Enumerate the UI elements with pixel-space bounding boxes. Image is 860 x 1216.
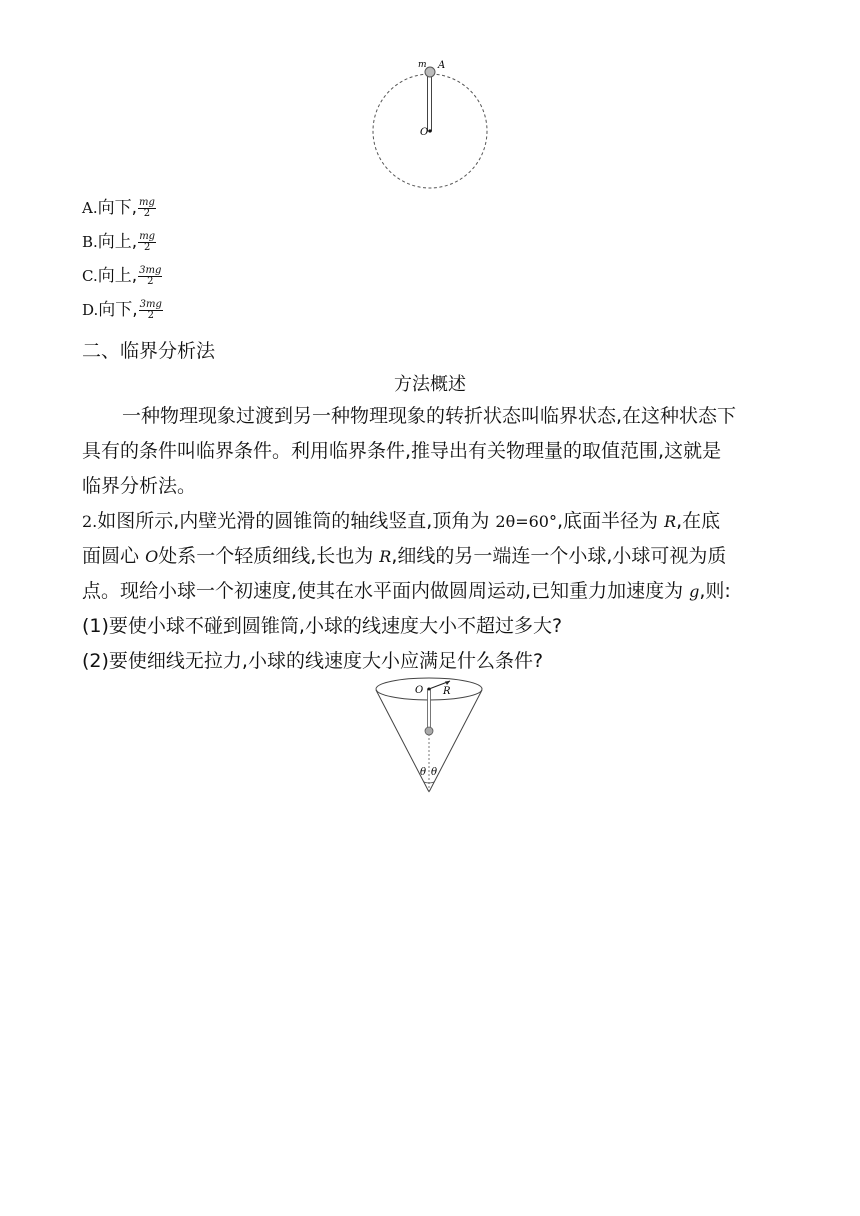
problem-line-2: 面圆心 O处系一个轻质细线,长也为 R,细线的另一端连一个小球,小球可视为质 [82, 545, 727, 567]
option-letter: B. [82, 233, 98, 251]
question-1: (1)要使小球不碰到圆锥筒,小球的线速度大小不超过多大? [82, 615, 563, 637]
option-fraction: $\frac{mg}{2}$ [139, 196, 155, 219]
option-letter: D. [82, 301, 99, 319]
label-theta-right: θ [431, 767, 438, 778]
problem-line-1: 2.如图所示,内壁光滑的圆锥筒的轴线竖直,顶角为 2θ=60°,底面半径为 R,在底 [82, 510, 721, 532]
option-direction: 向下, [98, 300, 138, 320]
method-overview-title: 方法概述 [394, 374, 466, 395]
option-fraction: $\frac{3mg}{2}$ [139, 264, 162, 287]
center-point [428, 129, 431, 132]
option-direction: 向上, [97, 232, 138, 252]
figure-circle-rod [360, 56, 500, 196]
option-fraction: $\frac{mg}{2}$ [139, 230, 156, 253]
question-2: (2)要使细线无拉力,小球的线速度大小应满足什么条件? [82, 650, 544, 672]
option-letter: C. [82, 267, 98, 285]
label-m: m [418, 60, 427, 70]
label-A: A [438, 60, 446, 71]
option-d [82, 299, 163, 321]
ball [425, 727, 433, 735]
rod [428, 74, 432, 131]
option-letter: A. [82, 199, 98, 217]
label-theta-left: θ [420, 767, 427, 778]
label-R: R [443, 686, 451, 697]
overview-line-1: 一种物理现象过渡到另一种物理现象的转折状态叫临界状态,在这种状态下 [122, 405, 737, 427]
overview-line-3: 临界分析法。 [82, 475, 197, 497]
label-O: O [415, 685, 424, 696]
option-direction: 向上, [97, 266, 138, 286]
section-heading: 二、临界分析法 [82, 340, 216, 362]
option-direction: 向下, [97, 198, 138, 218]
overview-line-2: 具有的条件叫临界条件。利用临界条件,推导出有关物理量的取值范围,这就是 [82, 440, 722, 462]
option-b [82, 231, 156, 253]
label-O: O [420, 127, 429, 138]
option-c [82, 265, 162, 287]
problem-line-3: 点。现给小球一个初速度,使其在水平面内做圆周运动,已知重力加速度为 g,则: [82, 580, 731, 602]
figure-cone [370, 674, 490, 798]
apex-angle: 2θ=60° [495, 512, 557, 531]
option-a [82, 197, 156, 219]
option-fraction: $\frac{3mg}{2}$ [139, 298, 162, 321]
string [428, 689, 431, 729]
